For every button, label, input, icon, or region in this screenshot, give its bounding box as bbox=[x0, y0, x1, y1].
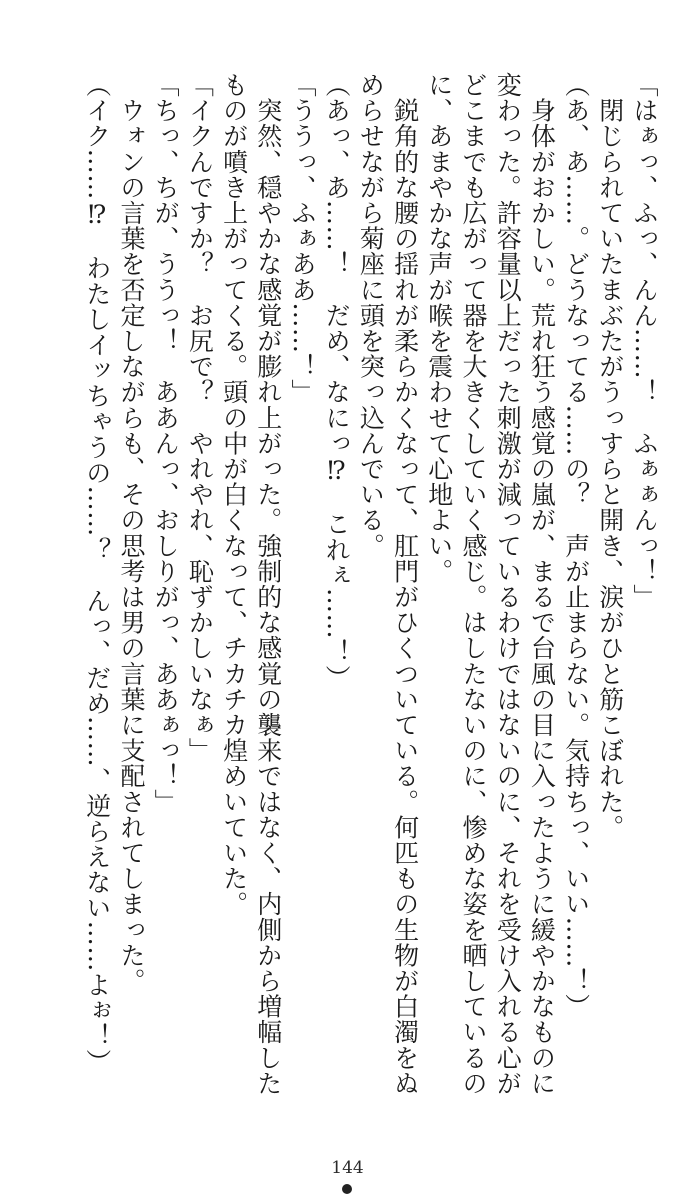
text-line: 「ううっ、ふぁああ……！」 bbox=[287, 72, 317, 405]
text-line: 「イクんですか？ お尻で？ やれやれ、恥ずかしいなぁ」 bbox=[185, 72, 215, 764]
page-marker-dot bbox=[342, 1184, 352, 1194]
text-line: 鋭角的な腰の揺れが柔らかくなって、肛門がひくついている。何匹もの生物が白濁をぬ bbox=[390, 72, 420, 1096]
text-line: （イク……⁉ わたしイッちゃうの……？ んっ、だめ……、逆らえない……よぉ！） bbox=[82, 72, 112, 1075]
text-line: 突然、穏やかな感覚が膨れ上がった。強制的な感覚の襲来ではなく、内側から増幅した bbox=[253, 72, 283, 1096]
text-line: 変わった。許容量以上だった刺激が減っているわけではないのに、それを受け入れる心が bbox=[493, 72, 523, 1096]
body-text bbox=[31, 72, 661, 1112]
text-line: 「はぁっ、ふっ、んん……！ ふぁぁんっ！」 bbox=[630, 72, 659, 610]
text-line: ものが噴き上がってくる。頭の中が白くなって、チカチカ煌めいていた。 bbox=[219, 72, 249, 917]
text-line: 閉じられていたまぶたがうっすらと開き、涙がひと筋こぼれた。 bbox=[595, 72, 625, 840]
text-line: （あ、あ……。どうなってる……の？ 声が止まらない。気持ちっ、いい……！） bbox=[561, 72, 591, 1020]
text-line: （あっ、あ……！ だめ、なにっ⁉ これぇ……！） bbox=[322, 72, 352, 691]
text-line: めらせながら菊座に頭を突っ込んでいる。 bbox=[356, 72, 386, 559]
text-line: どこまでも広がって器を大きくしていく感じ。はしたないのに、惨めな姿を晒しているの bbox=[458, 72, 488, 1096]
text-line: 「ちっ、ちが、ううっ！ ああんっ、おしりがっ、ああぁっ！」 bbox=[151, 72, 181, 815]
text-line: 身体がおかしい。荒れ狂う感覚の嵐が、まるで台風の目に入ったように緩やかなものに bbox=[527, 72, 557, 1096]
text-line: ウォンの言葉を否定しながらも、その思考は男の言葉に支配されてしまった。 bbox=[116, 72, 146, 994]
page-number: 144 bbox=[331, 1158, 364, 1178]
text-line: に、あまやかな声が喉を震わせて心地よい。 bbox=[424, 72, 454, 584]
